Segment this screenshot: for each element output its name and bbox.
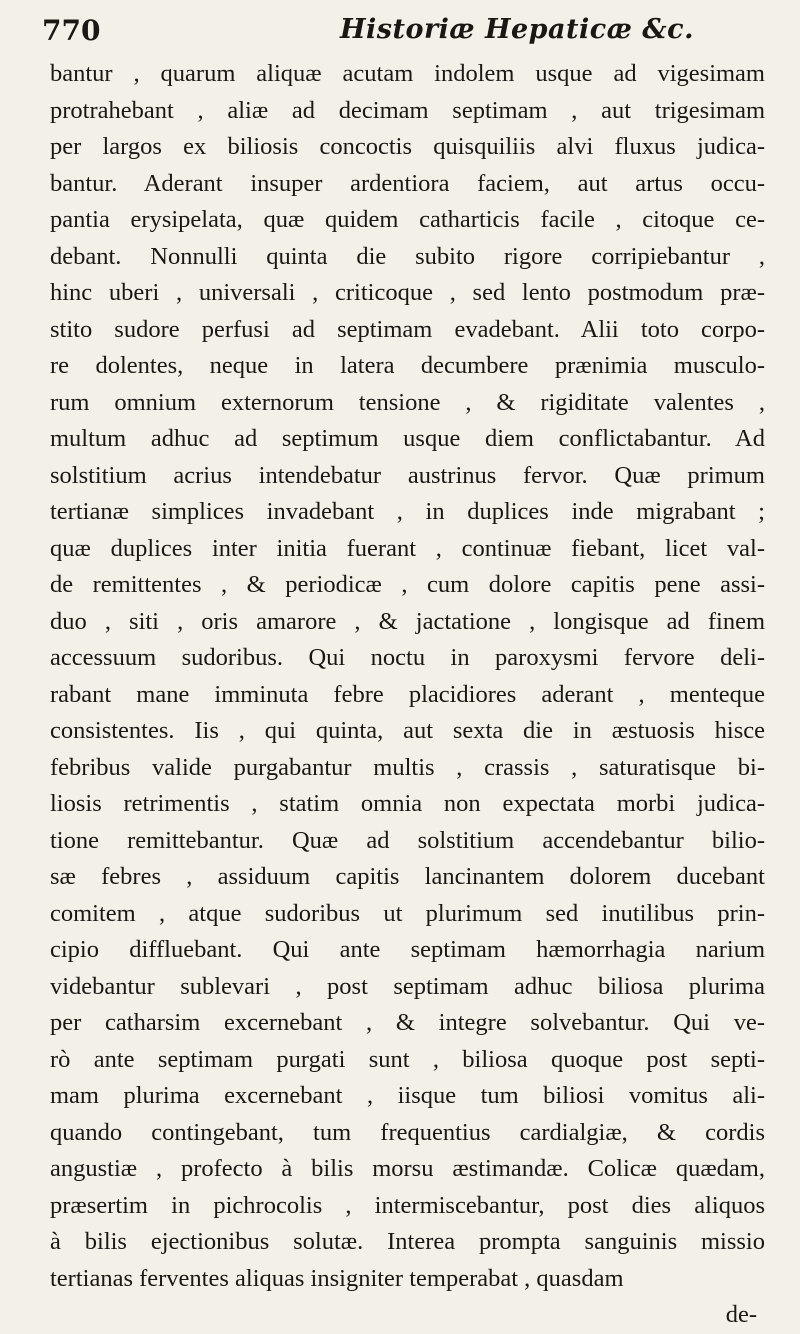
text-line: tione remittebantur. Quæ ad solstitium accendebantur bilio- — [50, 826, 765, 854]
text-line: sæ febres , assiduum capitis lancinantem dolorem ducebant — [50, 863, 765, 890]
text-line: angustiæ , profecto à bilis morsu æstimandæ. Colicæ quædam, — [50, 1155, 765, 1182]
text-line: consistentes. Iis , qui quinta, aut sexta die in æstuosis hisce — [50, 717, 765, 744]
text-line: tertianæ simplices invadebant , in duplices inde migrabant ; — [50, 498, 765, 525]
text-line: duo , siti , oris amarore , & jactatione , longisque ad finem — [50, 607, 765, 635]
text-line: tertianas ferventes aliquas insigniter temperabat , quasdam — [50, 1264, 624, 1292]
catchword: de- — [725, 1301, 757, 1328]
text-line: mam plurima excernebant , iisque tum biliosi vomitus ali- — [50, 1082, 765, 1109]
text-line: per largos ex biliosis concoctis quisquiliis alvi fluxus judica- — [50, 133, 765, 160]
text-line: liosis retrimentis , statim omnia non expectata morbi judica- — [50, 790, 765, 817]
text-line: per catharsim excernebant , & integre solvebantur. Qui ve- — [50, 1009, 765, 1036]
text-line: hinc uberi , universali , criticoque , sed lento postmodum præ- — [50, 279, 765, 306]
text-line: bantur , quarum aliquæ acutam indolem usque ad vigesimam — [50, 60, 765, 87]
text-line: videbantur sublevari , post septimam adhuc biliosa plurima — [50, 972, 765, 1000]
text-line: cipio diffluebant. Qui ante septimam hæmorrhagia narium — [50, 936, 765, 963]
text-line: stito sudore perfusi ad septimam evadebant. Alii toto corpo- — [50, 315, 765, 343]
text-line: quæ duplices inter initia fuerant , continuæ fiebant, licet val- — [50, 534, 765, 562]
text-line: debant. Nonnulli quinta die subito rigore corripiebantur , — [50, 242, 765, 270]
text-line: bantur. Aderant insuper ardentiora faciem, aut artus occu- — [50, 169, 765, 197]
text-line: rabant mane imminuta febre placidiores aderant , menteque — [50, 680, 765, 708]
body-text — [50, 56, 765, 1334]
text-line: de remittentes , & periodicæ , cum dolore capitis pene assi- — [50, 571, 765, 598]
text-line: comitem , atque sudoribus ut plurimum sed inutilibus prin- — [50, 899, 765, 927]
text-line: protrahebant , aliæ ad decimam septimam , aut trigesimam — [50, 96, 765, 124]
text-line: præsertim in pichrocolis , intermiscebantur, post dies aliquos — [50, 1191, 765, 1219]
text-line: solstitium acrius intendebatur austrinus fervor. Quæ primum — [50, 461, 765, 489]
text-line: pantia erysipelata, quæ quidem catharticis facile , citoque ce- — [50, 206, 765, 233]
text-line: accessuum sudoribus. Qui noctu in paroxysmi fervore deli- — [50, 644, 765, 671]
text-line: febribus valide purgabantur multis , crassis , saturatisque bi- — [50, 753, 765, 781]
text-line: à bilis ejectionibus solutæ. Interea prompta sanguinis missio — [50, 1228, 765, 1255]
text-line: quando contingebant, tum frequentius cardialgiæ, & cordis — [50, 1118, 765, 1146]
page-header — [42, 14, 760, 50]
text-line: multum adhuc ad septimum usque diem conflictabantur. Ad — [50, 425, 765, 452]
text-line: re dolentes, neque in latera decumbere prænimia musculo- — [50, 352, 765, 379]
text-line: rò ante septimam purgati sunt , biliosa quoque post septi- — [50, 1045, 765, 1073]
text-line: rum omnium externorum tensione , & rigiditate valentes , — [50, 388, 765, 416]
page-number: 770 — [42, 14, 101, 47]
running-title: Historiæ Hepaticæ &c. — [340, 14, 694, 45]
